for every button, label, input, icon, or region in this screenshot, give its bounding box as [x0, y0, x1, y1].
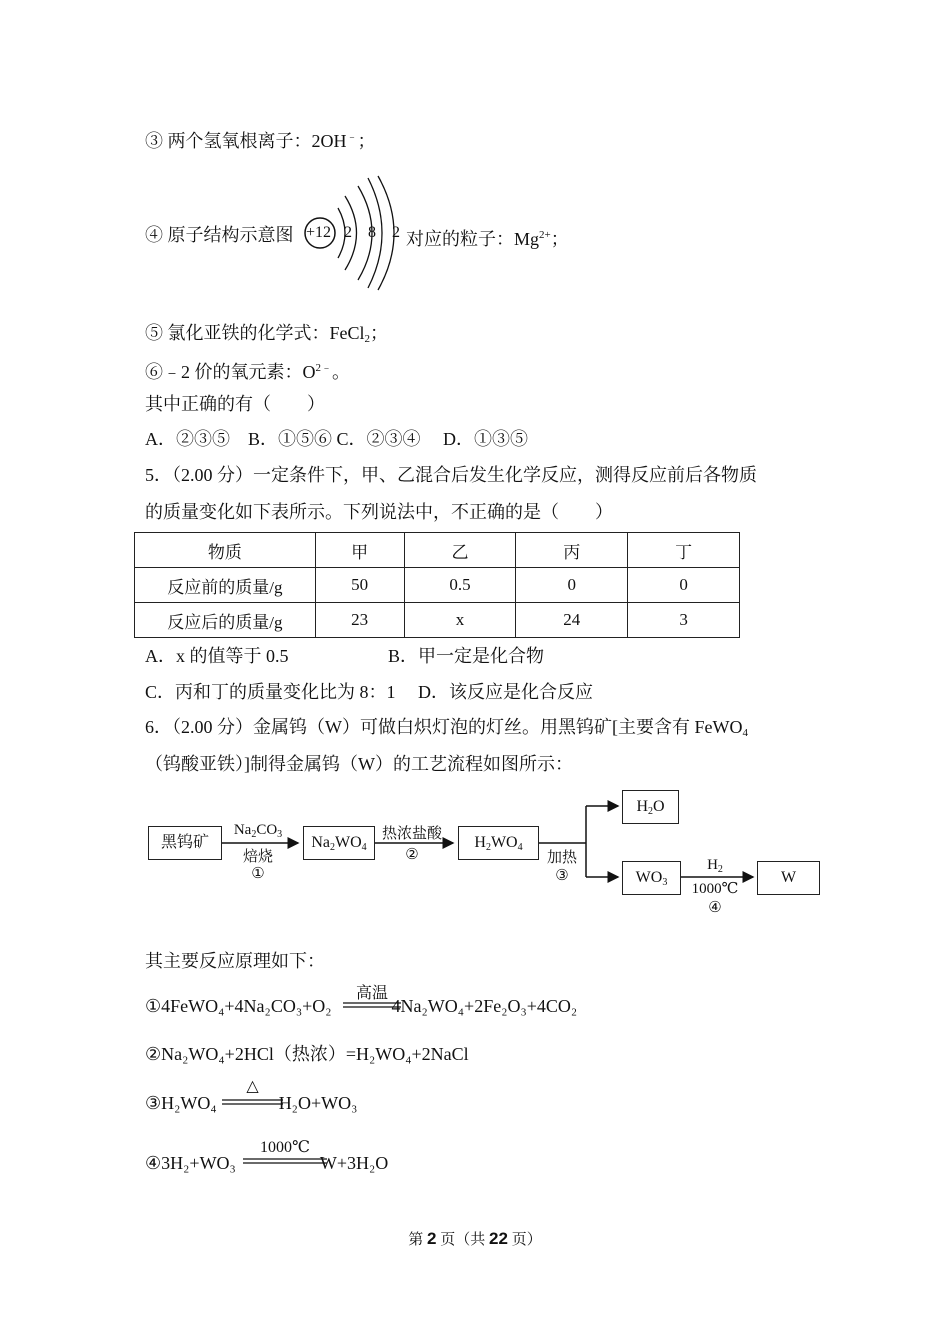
eq1-products: 4Na₂WO₄+2Fe₂O₃+4CO₂: [391, 996, 578, 1016]
q4-item-6-text: ⑥﹣2 价的氧元素：O: [145, 362, 316, 382]
formula-part: H: [707, 857, 718, 873]
table-cell: 0.5: [404, 568, 516, 603]
table-cell: 0: [516, 568, 628, 603]
footer-text: 页）: [507, 1232, 542, 1248]
punct: 。: [332, 362, 350, 382]
q4-item-3-text: ③ 两个氢氧根离子：2OH: [145, 131, 347, 151]
subscript: 2: [251, 829, 257, 840]
table-cell: x: [404, 603, 516, 638]
table-header-cell: 乙: [404, 533, 516, 568]
principle-title: 其主要反应原理如下：: [145, 951, 325, 971]
q4-item-4-text: ④ 原子结构示意图: [145, 225, 294, 245]
q4-options: A．②③⑤ B．①⑤⑥ C．②③④ D．①③⑤: [145, 429, 529, 449]
eq4-condition: 1000℃: [260, 1139, 310, 1156]
formula-part: H: [474, 834, 486, 851]
table-cell: 反应前的质量/g: [135, 568, 316, 603]
page-footer: [0, 1228, 950, 1249]
nucleus-label: +12: [306, 224, 332, 241]
box-w: W: [757, 861, 820, 895]
q4-item-4-suffix-text: 对应的粒子：Mg: [406, 229, 540, 249]
step3-number: ③: [555, 868, 569, 884]
q6-stem-text: 6．（2.00 分）金属钨（W）可做白炽灯泡的灯丝。用黑钨矿[主要含有 FeWO: [145, 717, 743, 737]
eq1-reactants: ①4FeWO₄+4Na₂CO₃+O₂: [145, 996, 332, 1016]
punct: ；: [550, 229, 569, 249]
table-cell: 24: [516, 603, 628, 638]
q5-stem-line1: 5．（2.00 分）一定条件下，甲、乙混合后发生化学反应，测得反应前后各物质: [145, 465, 757, 485]
formula-part: Na: [311, 834, 330, 851]
q6-stem-line2: （钨酸亚铁）]制得金属钨（W）的工艺流程如图所示：: [145, 754, 573, 774]
step4-number: ④: [708, 900, 722, 916]
page-number: 2: [427, 1229, 437, 1248]
subscript: 2: [364, 333, 371, 345]
step3-condition: 加热: [546, 850, 577, 866]
eq1-condition: 高温: [355, 985, 388, 1002]
q4-question: 其中正确的有（ ）: [145, 394, 325, 414]
subscript: 3: [277, 829, 283, 840]
punct: ；: [370, 323, 389, 343]
subscript: 2: [330, 842, 335, 853]
subscript: 4: [517, 842, 523, 853]
formula-part: H: [636, 798, 648, 815]
formula-part: WO: [635, 869, 663, 886]
eq4-reactants: ④3H₂+WO₃: [145, 1153, 236, 1173]
step4-condition: 1000℃: [691, 881, 739, 897]
eq3-products: H₂O+WO₃: [278, 1093, 358, 1113]
step2-number: ②: [405, 847, 419, 863]
step1-condition: 焙烧: [242, 849, 273, 865]
subscript: 2: [717, 864, 723, 875]
table-header-cell: 物质: [135, 533, 316, 568]
eq3-condition: △: [246, 1078, 259, 1095]
table-cell: 23: [315, 603, 404, 638]
eq4-products: W+3H₂O: [319, 1153, 389, 1173]
formula-part: O: [653, 798, 665, 815]
box-black-tungsten-ore: 黑钨矿: [148, 826, 222, 860]
subscript: 4: [742, 727, 748, 739]
subscript: 2: [648, 806, 653, 817]
step1-number: ①: [251, 866, 265, 882]
formula-part: Na: [233, 822, 252, 838]
table-header-cell: 丁: [628, 533, 740, 568]
punct: ；: [357, 131, 376, 151]
formula-part: WO: [490, 834, 518, 851]
footer-text: 第: [408, 1232, 428, 1248]
q5-stem-line2: 的质量变化如下表所示。下列说法中，不正确的是（ ）: [145, 502, 613, 522]
subscript: 4: [361, 842, 367, 853]
formula-part: WO: [335, 834, 362, 851]
eq3-reactants: ③H₂WO₄: [145, 1093, 217, 1113]
charge-sup: ﹣: [346, 131, 358, 143]
table-header-cell: 甲: [315, 533, 404, 568]
total-pages: 22: [489, 1229, 508, 1248]
charge-sup: 2﹣: [315, 362, 332, 374]
table-cell: 反应后的质量/g: [135, 603, 316, 638]
subscript: 2: [485, 842, 491, 853]
equation-2: ②Na₂WO₄+2HCl（热浓）=H₂WO₄+2NaCl: [145, 1044, 469, 1064]
q5-option-b: B．甲一定是化合物: [388, 646, 545, 666]
footer-text: 页（共: [436, 1232, 490, 1248]
table-cell: 3: [628, 603, 740, 638]
step2-reagent: 热浓盐酸: [381, 826, 442, 842]
subscript: 3: [662, 877, 668, 888]
shell-count-3: 2: [392, 224, 400, 241]
charge-sup: 2+: [539, 229, 551, 241]
q5-options-cd: C．丙和丁的质量变化比为 8：1 D．该反应是化合反应: [145, 682, 594, 702]
q5-option-a: A．x 的值等于 0.5: [145, 646, 289, 666]
shell-count-2: 8: [368, 224, 376, 241]
table-cell: 0: [628, 568, 740, 603]
table-cell: 50: [315, 568, 404, 603]
table-header-cell: 丙: [516, 533, 628, 568]
q4-item-5-text: ⑤ 氯化亚铁的化学式：FeCl: [145, 323, 365, 343]
shell-count-1: 2: [344, 224, 352, 241]
formula-part: CO: [256, 822, 278, 838]
